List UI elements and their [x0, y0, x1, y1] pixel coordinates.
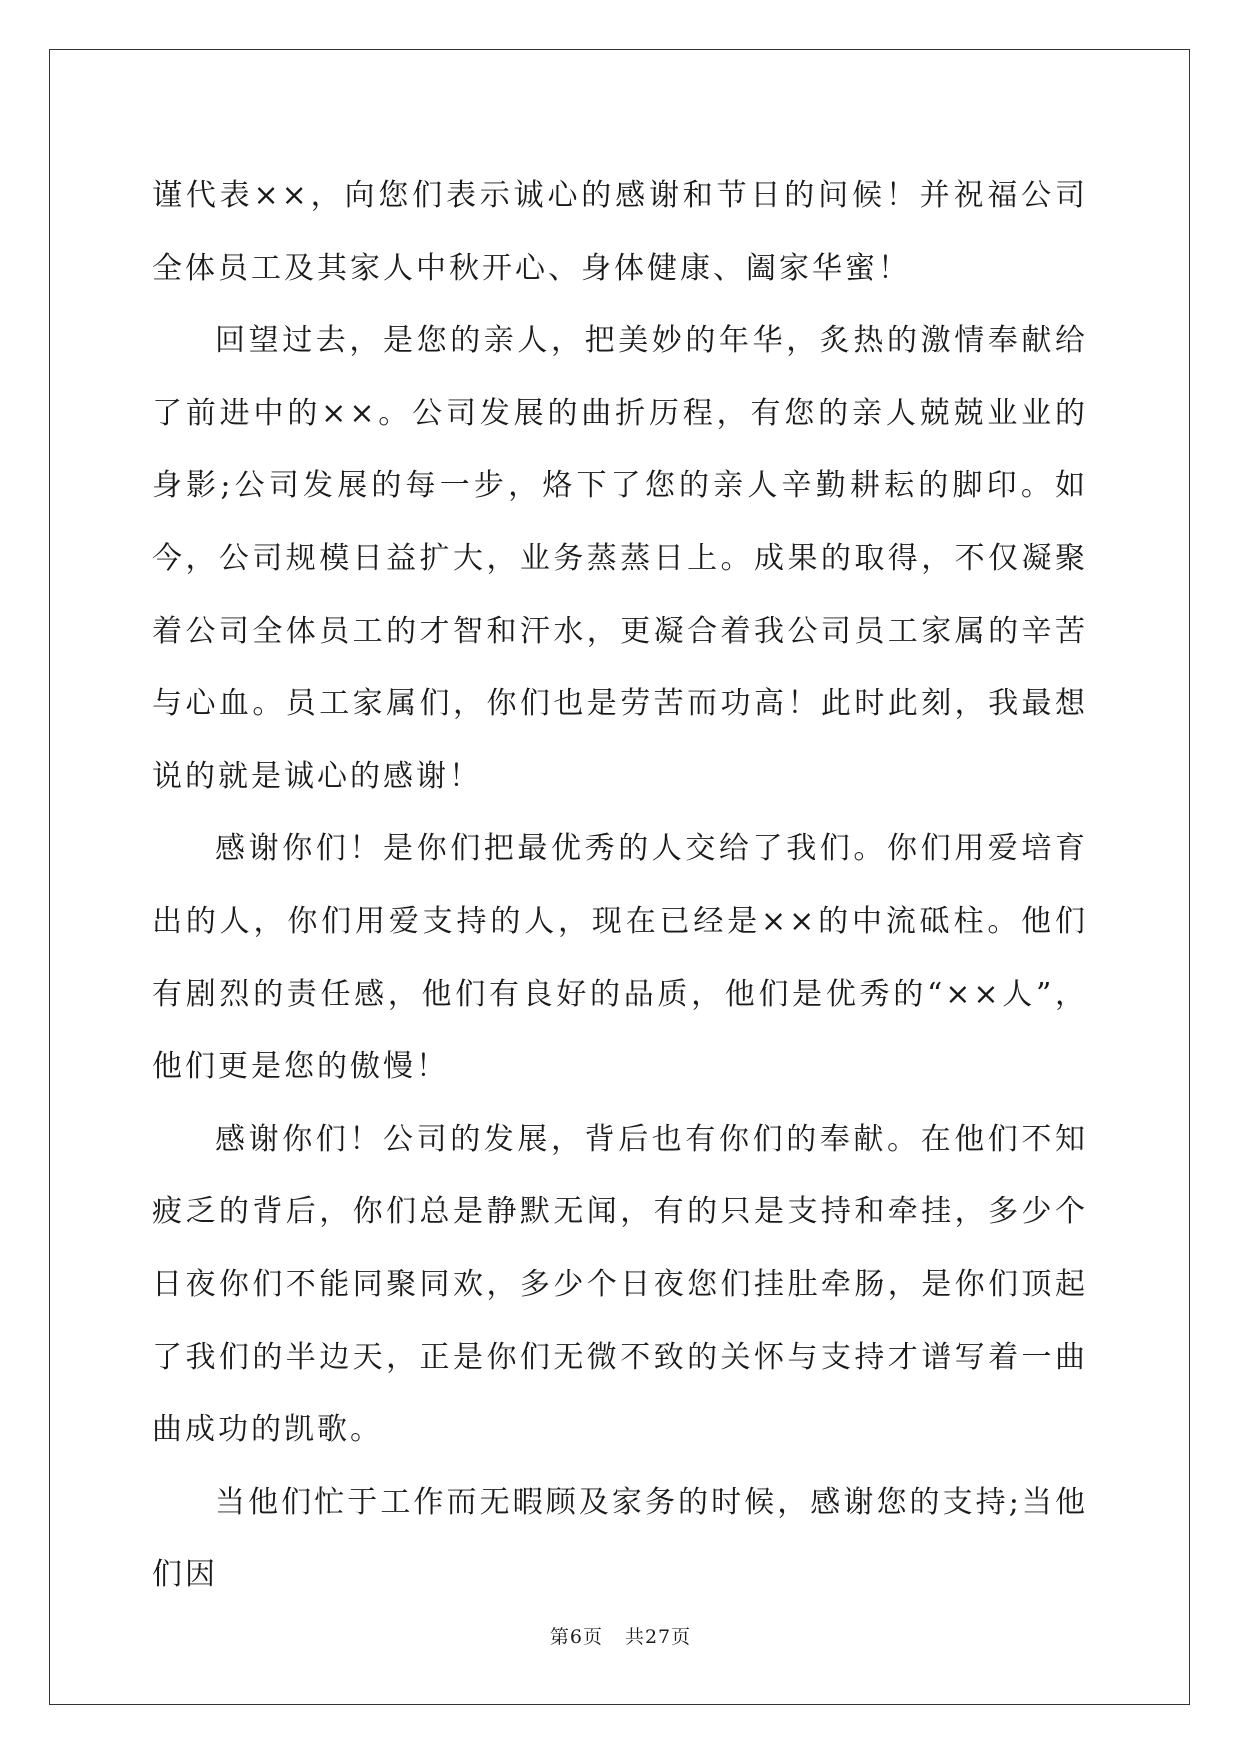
paragraph-4: 感谢你们！公司的发展，背后也有你们的奉献。在他们不知疲乏的背后，你们总是静默无闻，有的只是支持和牵挂，多少个日夜你们不能同聚同欢，多少个日夜您们挂肚牵肠，是你们顶起了我们的半边天，正是你们无微不致的关怀与支持才谱写着一曲曲成功的凯歌。 — [152, 1121, 1088, 1448]
page-footer — [0, 1622, 1241, 1649]
paragraph-1: 谨代表××，向您们表示诚心的感谢和节日的问候！并祝福公司全体员工及其家人中秋开心、身体健康、阖家华蜜！ — [152, 178, 1088, 286]
page-total: 共27页 — [624, 1626, 692, 1648]
paragraph-3: 感谢你们！是你们把最优秀的人交给了我们。你们用爱培育出的人，你们用爱支持的人，现在已经是××的中流砥柱。他们有剧烈的责任感，他们有良好的品质，他们是优秀的“××人”，他们更是您的傲慢！ — [152, 831, 1088, 1085]
document-body — [152, 160, 1088, 1612]
paragraph-5: 当他们忙于工作而无暇顾及家务的时候，感谢您的支持;当他们因 — [152, 1484, 1088, 1593]
page-number: 第6页 — [549, 1626, 603, 1648]
paragraph-2: 回望过去，是您的亲人，把美妙的年华，炙热的激情奉献给了前进中的××。公司发展的曲折历程，有您的亲人兢兢业业的身影;公司发展的每一步，烙下了您的亲人辛勤耕耘的脚印。如今，公司规模日益扩大，业务蒸蒸日上。成果的取得，不仅凝聚着公司全体员工的才智和汗水，更凝合着我公司员工家属的辛苦与心血。员工家属们，你们也是劳苦而功高！此时此刻，我最想说的就是诚心的感谢！ — [152, 323, 1088, 794]
